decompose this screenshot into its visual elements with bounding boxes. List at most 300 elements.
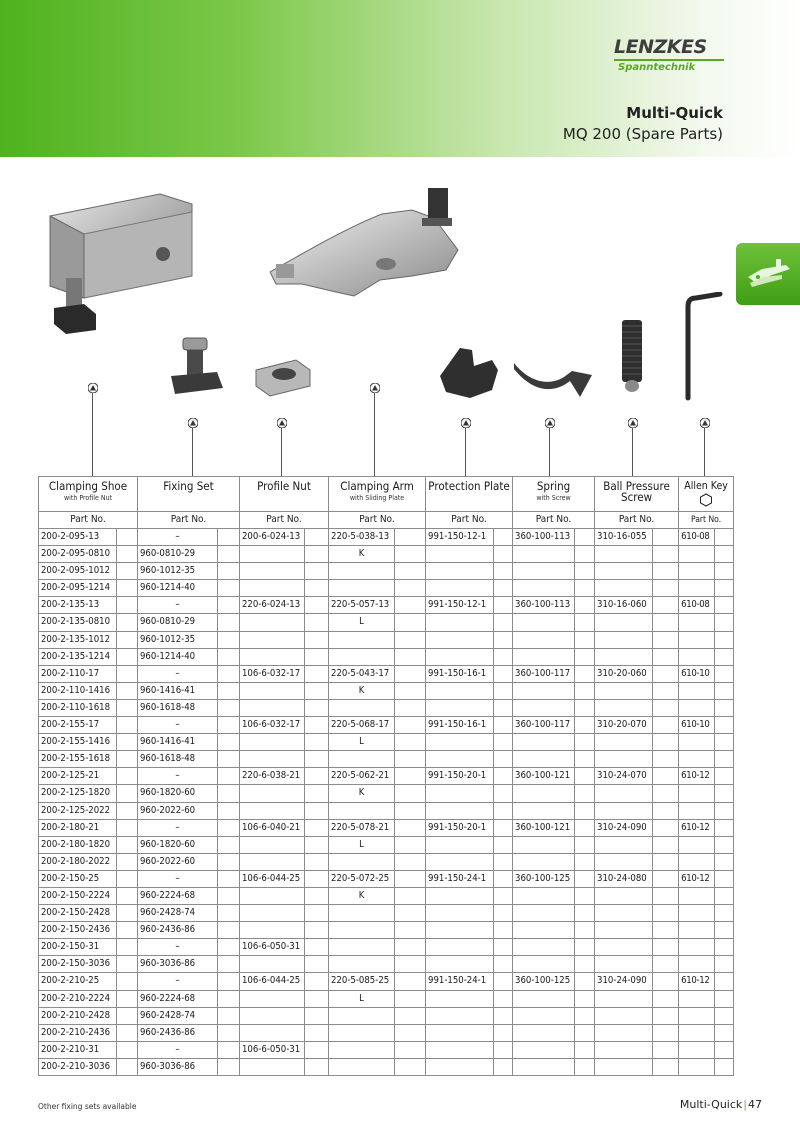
part-number-cell: – <box>138 1041 218 1058</box>
part-number-cell: L <box>329 990 395 1007</box>
spacer-cell <box>494 1058 513 1075</box>
part-number-cell <box>595 922 653 939</box>
spacer-cell <box>218 785 240 802</box>
footer-section: Multi-Quick <box>679 1098 743 1111</box>
col-header-fixing-set <box>138 477 240 512</box>
table-row <box>39 802 734 819</box>
table-row <box>39 785 734 802</box>
part-number-cell <box>513 836 575 853</box>
part-number-cell: 200-2-125-21 <box>39 768 117 785</box>
spacer-cell <box>494 614 513 631</box>
part-number-cell: 991-150-24-1 <box>426 973 494 990</box>
table-row <box>39 597 734 614</box>
spacer-cell <box>117 580 138 597</box>
spacer-cell <box>653 580 679 597</box>
spacer-cell <box>117 682 138 699</box>
part-number-cell: 960-2428-74 <box>138 905 218 922</box>
part-number-cell <box>329 1024 395 1041</box>
spacer-cell <box>305 734 329 751</box>
spacer-cell <box>653 905 679 922</box>
spacer-cell <box>575 990 595 1007</box>
page-number: 47 <box>748 1098 762 1111</box>
part-number-cell <box>679 939 715 956</box>
spacer-cell <box>117 751 138 768</box>
part-number-cell <box>240 956 305 973</box>
part-number-cell <box>513 699 575 716</box>
hexagon-icon <box>699 493 713 507</box>
spacer-cell <box>218 956 240 973</box>
spacer-cell <box>305 563 329 580</box>
spacer-cell <box>653 939 679 956</box>
spacer-cell <box>218 853 240 870</box>
spacer-cell <box>653 614 679 631</box>
part-number-cell: 991-150-20-1 <box>426 768 494 785</box>
spacer-cell <box>575 631 595 648</box>
spacer-cell <box>575 853 595 870</box>
spacer-cell <box>218 1041 240 1058</box>
part-number-cell <box>329 751 395 768</box>
spacer-cell <box>575 768 595 785</box>
spacer-cell <box>653 819 679 836</box>
spacer-cell <box>395 973 426 990</box>
part-no-header: Part No. <box>138 512 240 529</box>
spacer-cell <box>575 1024 595 1041</box>
part-number-cell <box>595 751 653 768</box>
part-number-cell: 200-2-110-17 <box>39 665 117 682</box>
part-number-cell <box>513 631 575 648</box>
part-number-cell: 610-12 <box>679 768 715 785</box>
spacer-cell <box>305 922 329 939</box>
table-row <box>39 631 734 648</box>
part-number-cell <box>426 990 494 1007</box>
spacer-cell <box>575 802 595 819</box>
part-number-cell: 991-150-16-1 <box>426 717 494 734</box>
part-number-cell: 220-6-038-21 <box>240 768 305 785</box>
part-number-cell: 200-2-180-21 <box>39 819 117 836</box>
spacer-cell <box>305 853 329 870</box>
part-number-cell: 960-1214-40 <box>138 580 218 597</box>
part-number-cell: 106-6-050-31 <box>240 939 305 956</box>
part-number-cell <box>426 802 494 819</box>
part-number-cell <box>426 939 494 956</box>
part-number-cell: 200-2-135-0810 <box>39 614 117 631</box>
spacer-cell <box>218 546 240 563</box>
table-row <box>39 751 734 768</box>
part-number-cell: K <box>329 682 395 699</box>
part-number-cell: 360-100-113 <box>513 597 575 614</box>
part-number-cell <box>240 546 305 563</box>
part-number-cell <box>513 922 575 939</box>
part-number-cell <box>329 563 395 580</box>
part-number-cell: 610-08 <box>679 597 715 614</box>
spacer-cell <box>395 802 426 819</box>
part-number-cell <box>240 1024 305 1041</box>
part-number-cell <box>240 580 305 597</box>
part-number-cell <box>426 836 494 853</box>
part-number-cell: 310-24-080 <box>595 870 653 887</box>
spacer-cell <box>494 1007 513 1024</box>
part-number-cell: 960-2436-86 <box>138 922 218 939</box>
part-number-cell: – <box>138 973 218 990</box>
footer-note: Other fixing sets available <box>38 1102 137 1111</box>
spacer-cell <box>395 682 426 699</box>
section-tab[interactable] <box>736 243 800 305</box>
part-number-cell: 220-5-038-13 <box>329 529 395 546</box>
spacer-cell <box>395 853 426 870</box>
table-row <box>39 853 734 870</box>
page-footer <box>680 1098 762 1111</box>
spacer-cell <box>305 631 329 648</box>
spacer-cell <box>653 802 679 819</box>
spacer-cell <box>715 1007 734 1024</box>
spacer-cell <box>494 802 513 819</box>
table-row <box>39 546 734 563</box>
part-number-cell: 200-6-024-13 <box>240 529 305 546</box>
part-number-cell <box>595 887 653 904</box>
spacer-cell <box>575 1041 595 1058</box>
part-number-cell <box>595 905 653 922</box>
allen-key-image <box>680 292 724 404</box>
spacer-cell <box>575 785 595 802</box>
part-number-cell: 310-24-090 <box>595 819 653 836</box>
spacer-cell <box>117 1058 138 1075</box>
spacer-cell <box>305 819 329 836</box>
marker-triangle-icon <box>628 418 638 428</box>
spacer-cell <box>715 563 734 580</box>
part-number-cell: K <box>329 546 395 563</box>
part-number-cell <box>513 1007 575 1024</box>
spacer-cell <box>653 870 679 887</box>
part-number-cell: 220-6-024-13 <box>240 597 305 614</box>
part-number-cell: 200-2-110-1416 <box>39 682 117 699</box>
spacer-cell <box>395 1007 426 1024</box>
fixing-set-image <box>165 332 225 402</box>
part-number-cell <box>595 580 653 597</box>
spacer-cell <box>218 819 240 836</box>
spacer-cell <box>494 648 513 665</box>
spacer-cell <box>218 682 240 699</box>
part-number-cell <box>240 1058 305 1075</box>
spacer-cell <box>395 699 426 716</box>
spacer-cell <box>117 990 138 1007</box>
part-number-cell: 200-2-210-2436 <box>39 1024 117 1041</box>
part-number-cell <box>595 939 653 956</box>
part-number-cell <box>426 785 494 802</box>
part-number-cell: 960-1618-48 <box>138 751 218 768</box>
spacer-cell <box>218 563 240 580</box>
part-number-cell <box>513 887 575 904</box>
part-number-cell: 960-1416-41 <box>138 734 218 751</box>
part-number-cell: 991-150-12-1 <box>426 597 494 614</box>
spacer-cell <box>218 905 240 922</box>
col-subtitle: with Sliding Plate <box>349 494 405 502</box>
part-number-cell <box>426 1058 494 1075</box>
spacer-cell <box>653 1041 679 1058</box>
page-title: Multi-Quick <box>626 104 723 122</box>
part-number-cell <box>426 751 494 768</box>
part-number-cell <box>329 699 395 716</box>
spacer-cell <box>218 597 240 614</box>
part-number-cell: 200-2-150-2224 <box>39 887 117 904</box>
part-number-cell: 220-5-072-25 <box>329 870 395 887</box>
spacer-cell <box>117 973 138 990</box>
part-number-cell: 960-0810-29 <box>138 614 218 631</box>
part-number-cell <box>240 802 305 819</box>
table-row <box>39 768 734 785</box>
part-number-cell <box>240 990 305 1007</box>
part-number-cell: 991-150-16-1 <box>426 665 494 682</box>
part-number-cell <box>679 990 715 1007</box>
part-number-cell: 991-150-24-1 <box>426 870 494 887</box>
spacer-cell <box>715 699 734 716</box>
spacer-cell <box>218 1024 240 1041</box>
col-title: Clamping Arm <box>340 479 414 493</box>
part-number-cell <box>240 887 305 904</box>
part-number-cell <box>595 631 653 648</box>
part-no-header: Part No. <box>595 512 679 529</box>
spacer-cell <box>305 785 329 802</box>
spacer-cell <box>575 819 595 836</box>
spacer-cell <box>575 956 595 973</box>
part-number-cell: 106-6-040-21 <box>240 819 305 836</box>
spacer-cell <box>494 990 513 1007</box>
part-number-cell: 610-12 <box>679 819 715 836</box>
spacer-cell <box>653 546 679 563</box>
spacer-cell <box>575 905 595 922</box>
spacer-cell <box>117 1024 138 1041</box>
logo-wordmark: LENZKES <box>614 36 707 58</box>
spacer-cell <box>715 785 734 802</box>
col-header-clamping-arm <box>329 477 426 512</box>
part-number-cell: 200-2-155-17 <box>39 717 117 734</box>
part-number-cell <box>426 580 494 597</box>
table-row <box>39 717 734 734</box>
spacer-cell <box>653 785 679 802</box>
col-title: Spring <box>536 479 571 493</box>
part-number-cell: 200-2-095-1214 <box>39 580 117 597</box>
spacer-cell <box>395 546 426 563</box>
part-number-cell: 360-100-125 <box>513 870 575 887</box>
spacer-cell <box>305 751 329 768</box>
spacer-cell <box>117 939 138 956</box>
marker-triangle-icon <box>277 418 287 428</box>
spacer-cell <box>117 887 138 904</box>
spacer-cell <box>218 870 240 887</box>
marker-triangle-icon <box>88 383 98 393</box>
part-number-cell <box>240 751 305 768</box>
part-number-cell <box>329 1007 395 1024</box>
spacer-cell <box>575 597 595 614</box>
protection-plate-image <box>434 342 502 402</box>
part-number-cell: 106-6-032-17 <box>240 717 305 734</box>
spacer-cell <box>653 768 679 785</box>
part-number-cell: 106-6-032-17 <box>240 665 305 682</box>
spacer-cell <box>575 973 595 990</box>
table-row <box>39 819 734 836</box>
spacer-cell <box>653 853 679 870</box>
clamping-arm-image <box>262 184 467 299</box>
spacer-cell <box>575 699 595 716</box>
spacer-cell <box>305 665 329 682</box>
spacer-cell <box>305 870 329 887</box>
spacer-cell <box>305 529 329 546</box>
part-number-cell <box>679 751 715 768</box>
part-number-cell <box>679 802 715 819</box>
spacer-cell <box>305 597 329 614</box>
part-number-cell <box>513 682 575 699</box>
part-number-cell: – <box>138 819 218 836</box>
logo-subtitle: Spanntechnik <box>618 62 696 73</box>
spacer-cell <box>575 922 595 939</box>
part-number-cell <box>679 563 715 580</box>
part-number-cell <box>513 614 575 631</box>
spacer-cell <box>715 1024 734 1041</box>
part-number-cell: 220-5-062-21 <box>329 768 395 785</box>
part-number-cell: 310-24-090 <box>595 973 653 990</box>
table-row <box>39 563 734 580</box>
spacer-cell <box>715 631 734 648</box>
part-number-cell: 960-1416-41 <box>138 682 218 699</box>
spacer-cell <box>117 614 138 631</box>
spacer-cell <box>218 717 240 734</box>
spring-image <box>508 355 598 403</box>
spacer-cell <box>218 768 240 785</box>
spacer-cell <box>494 546 513 563</box>
part-number-cell <box>595 836 653 853</box>
spacer-cell <box>218 734 240 751</box>
part-number-cell <box>240 631 305 648</box>
spacer-cell <box>715 768 734 785</box>
part-number-cell <box>679 546 715 563</box>
spacer-cell <box>117 922 138 939</box>
spacer-cell <box>653 563 679 580</box>
spacer-cell <box>494 836 513 853</box>
spacer-cell <box>395 956 426 973</box>
table-row <box>39 956 734 973</box>
part-number-cell: 106-6-044-25 <box>240 870 305 887</box>
logo-underline <box>614 59 724 61</box>
part-number-cell: 960-1820-60 <box>138 836 218 853</box>
part-number-cell <box>329 580 395 597</box>
spacer-cell <box>305 1058 329 1075</box>
spacer-cell <box>218 973 240 990</box>
spacer-cell <box>494 734 513 751</box>
spacer-cell <box>494 682 513 699</box>
spacer-cell <box>715 905 734 922</box>
part-number-cell <box>679 580 715 597</box>
spacer-cell <box>494 939 513 956</box>
part-number-cell: 220-5-078-21 <box>329 819 395 836</box>
part-number-cell <box>513 580 575 597</box>
col-title: Profile Nut <box>257 479 311 493</box>
col-header-spring <box>513 477 595 512</box>
part-number-cell <box>240 614 305 631</box>
part-no-header: Part No. <box>39 512 138 529</box>
part-number-cell <box>426 905 494 922</box>
part-number-cell: 310-20-060 <box>595 665 653 682</box>
part-number-cell: 200-2-150-31 <box>39 939 117 956</box>
part-number-cell: 960-2224-68 <box>138 887 218 904</box>
part-number-cell <box>240 785 305 802</box>
part-number-cell <box>240 682 305 699</box>
part-number-cell: – <box>138 717 218 734</box>
part-number-cell: L <box>329 836 395 853</box>
part-no-header: Part No. <box>240 512 329 529</box>
spacer-cell <box>395 665 426 682</box>
spacer-cell <box>715 717 734 734</box>
part-number-cell <box>679 887 715 904</box>
spacer-cell <box>305 682 329 699</box>
part-number-cell: 960-3036-86 <box>138 956 218 973</box>
part-number-cell: 991-150-12-1 <box>426 529 494 546</box>
part-number-cell <box>426 956 494 973</box>
part-number-cell <box>595 1058 653 1075</box>
page-subtitle: MQ 200 (Spare Parts) <box>562 125 723 143</box>
spacer-cell <box>395 990 426 1007</box>
part-number-cell: 310-16-060 <box>595 597 653 614</box>
spacer-cell <box>653 648 679 665</box>
part-number-cell: – <box>138 939 218 956</box>
spacer-cell <box>395 597 426 614</box>
spacer-cell <box>715 751 734 768</box>
part-number-cell: 960-1214-40 <box>138 648 218 665</box>
spacer-cell <box>395 614 426 631</box>
spacer-cell <box>494 751 513 768</box>
part-number-cell: 960-1820-60 <box>138 785 218 802</box>
part-number-cell <box>513 802 575 819</box>
col-subtitle: with Profile Nut <box>63 494 113 502</box>
table-row <box>39 1024 734 1041</box>
spare-parts-table <box>38 476 734 1076</box>
spacer-cell <box>575 580 595 597</box>
spacer-cell <box>715 939 734 956</box>
part-number-cell: 310-20-070 <box>595 717 653 734</box>
spacer-cell <box>653 699 679 716</box>
spacer-cell <box>395 717 426 734</box>
table-row <box>39 905 734 922</box>
part-number-cell: 360-100-121 <box>513 819 575 836</box>
part-number-cell: 200-2-150-25 <box>39 870 117 887</box>
part-number-cell: 106-6-050-31 <box>240 1041 305 1058</box>
spacer-cell <box>218 614 240 631</box>
part-number-cell <box>513 1058 575 1075</box>
spacer-cell <box>653 956 679 973</box>
spacer-cell <box>117 597 138 614</box>
spacer-cell <box>305 614 329 631</box>
spacer-cell <box>218 751 240 768</box>
spacer-cell <box>575 546 595 563</box>
spacer-cell <box>395 1058 426 1075</box>
spacer-cell <box>395 648 426 665</box>
marker-triangle-icon <box>188 418 198 428</box>
spacer-cell <box>117 546 138 563</box>
part-number-cell <box>679 1024 715 1041</box>
part-number-cell <box>513 734 575 751</box>
part-number-cell: 610-10 <box>679 665 715 682</box>
part-number-cell: 200-2-135-1012 <box>39 631 117 648</box>
spacer-cell <box>715 887 734 904</box>
spacer-cell <box>305 1007 329 1024</box>
part-number-cell: 220-5-068-17 <box>329 717 395 734</box>
spacer-cell <box>218 939 240 956</box>
part-number-cell: – <box>138 768 218 785</box>
spacer-cell <box>305 1024 329 1041</box>
spacer-cell <box>653 665 679 682</box>
col-title: Allen Key <box>684 480 728 492</box>
spacer-cell <box>575 1007 595 1024</box>
part-number-cell <box>426 922 494 939</box>
spacer-cell <box>715 1058 734 1075</box>
